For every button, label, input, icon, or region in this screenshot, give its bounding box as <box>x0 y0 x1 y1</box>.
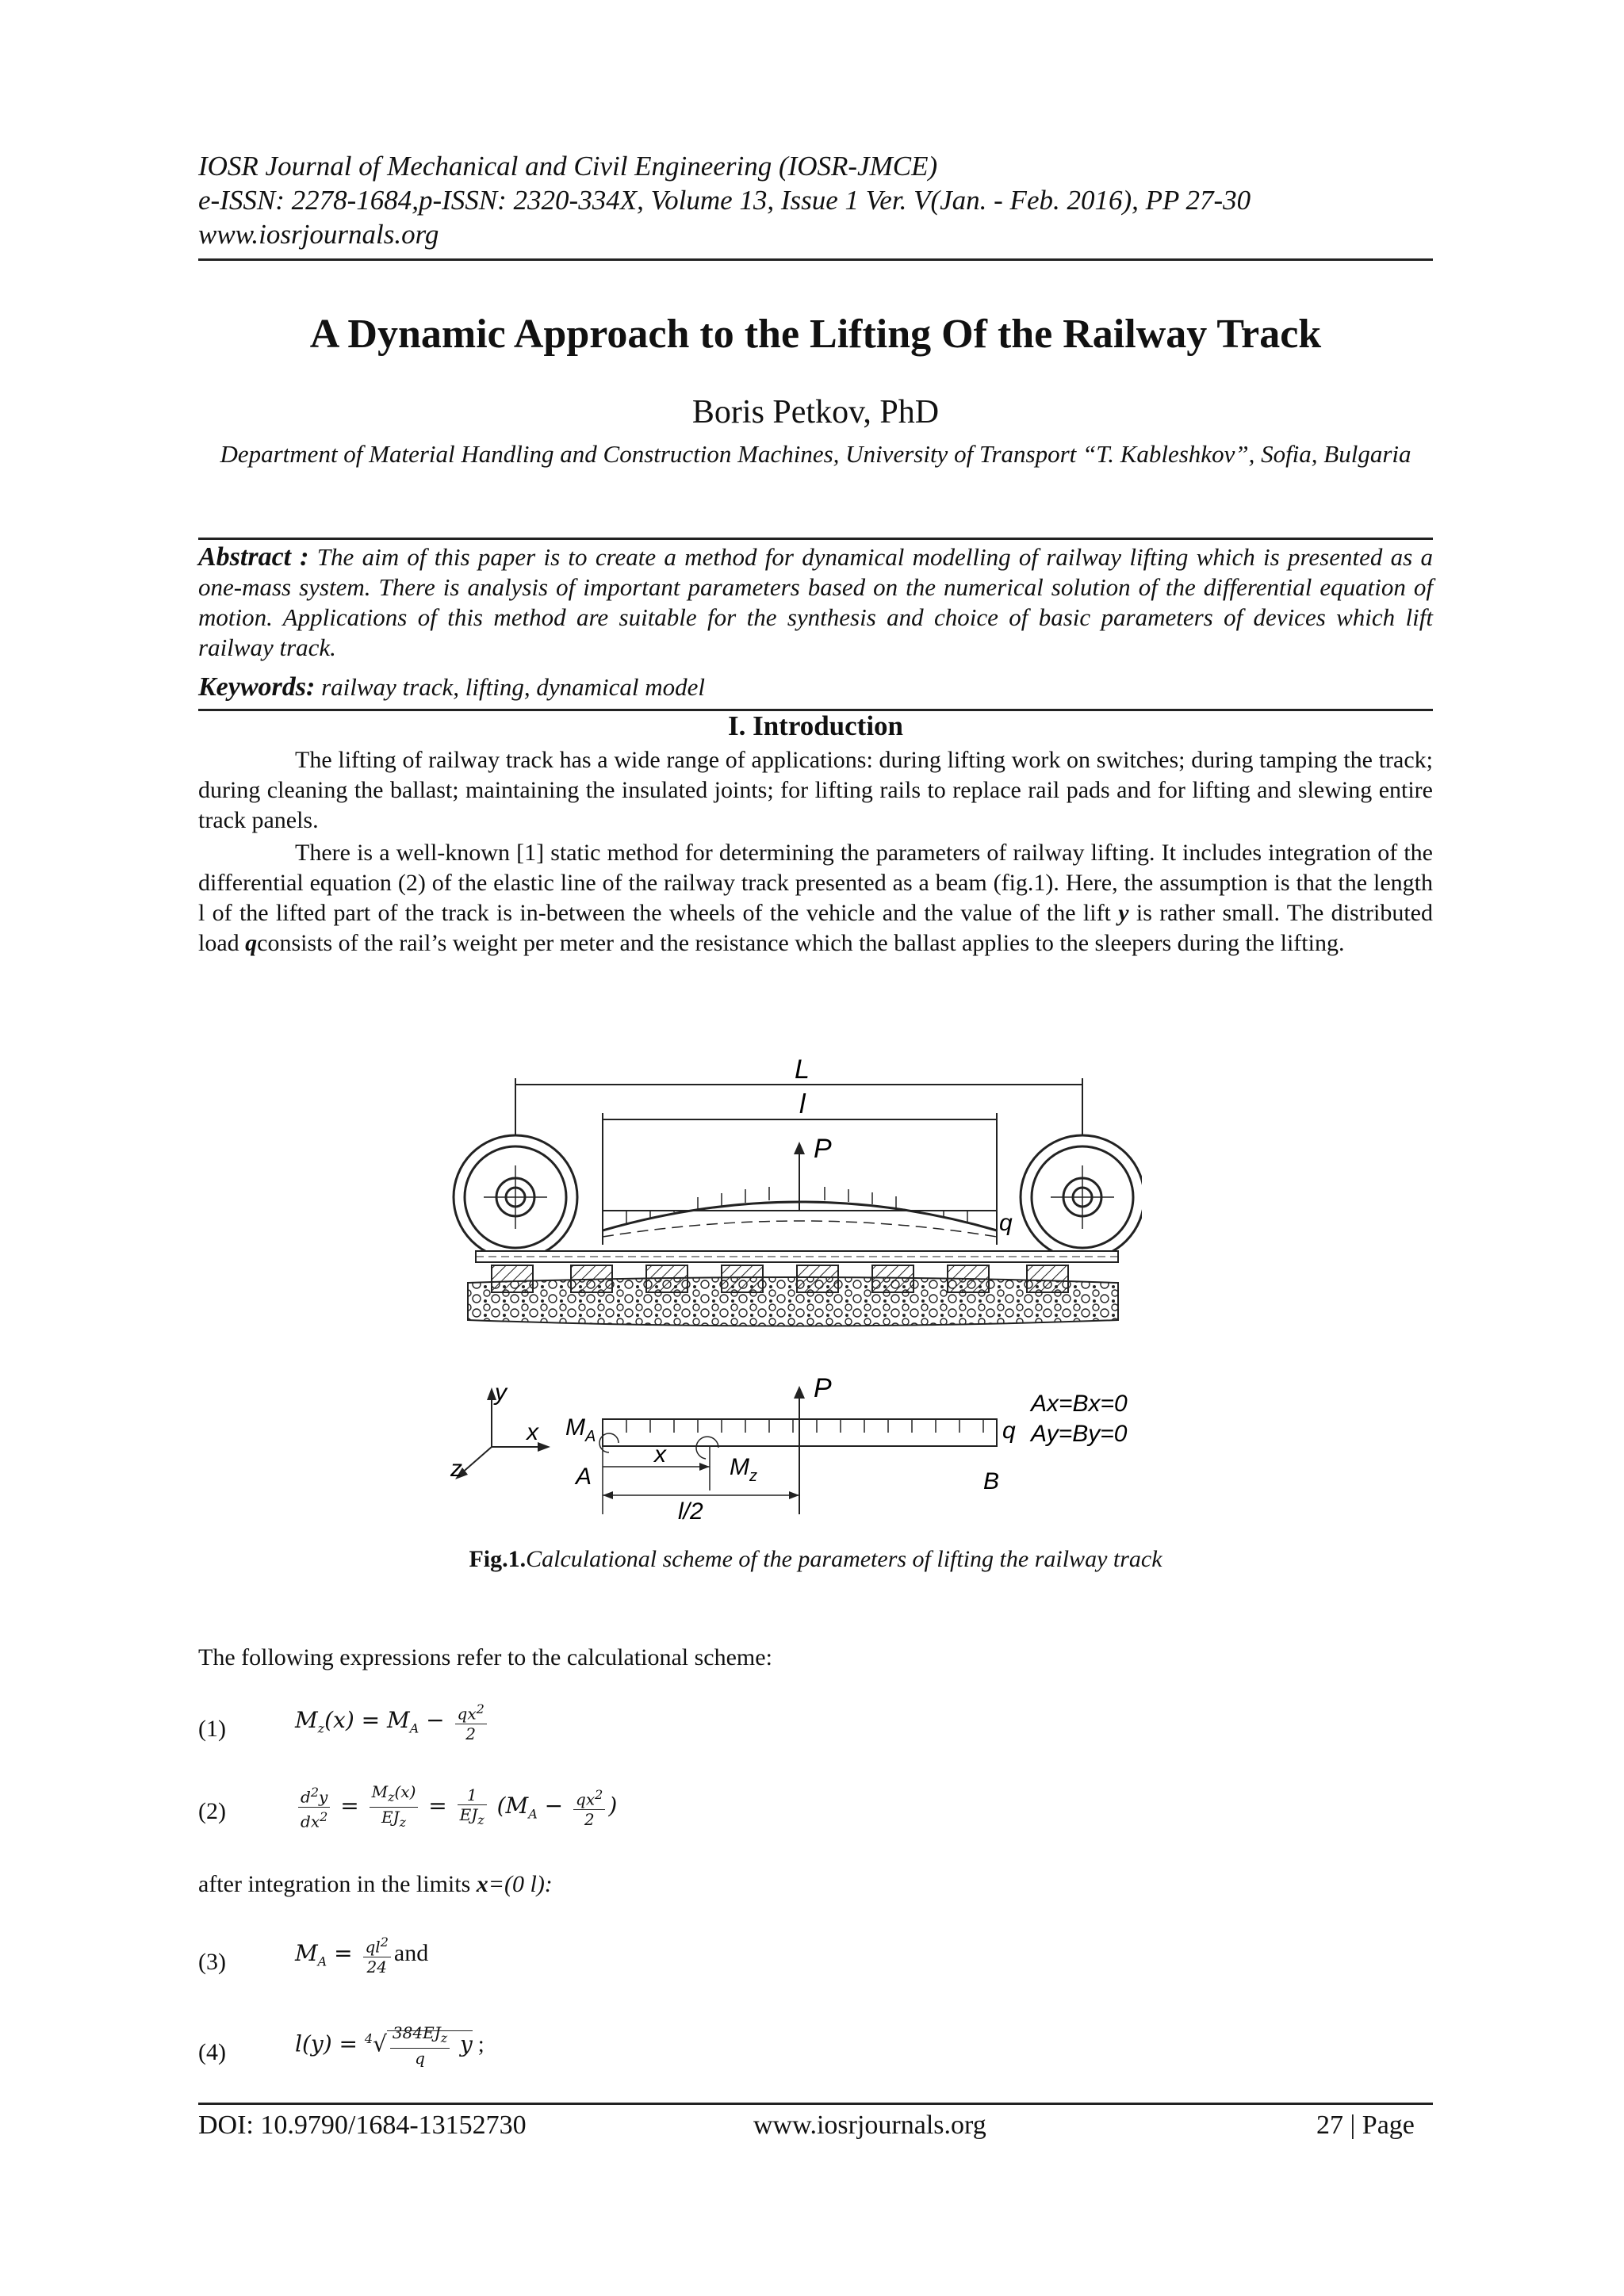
keywords-text: railway track, lifting, dynamical model <box>321 673 705 701</box>
footer-doi: DOI: 10.9790/1684-13152730 <box>198 2110 527 2140</box>
support-eq-y: Ay=By=0 <box>1031 1421 1128 1447</box>
label-B: B <box>983 1468 1000 1494</box>
footer-site[interactable]: www.iosrjournals.org <box>753 2110 986 2140</box>
abstract-label: Abstract : <box>198 542 309 572</box>
figure-caption: Fig.1.Calculational scheme of the parameters of lifting the railway track <box>469 1546 1162 1572</box>
paper-affiliation: Department of Material Handling and Construction Machines, University of Transport “T. Kableshkov”, Sofia, Bulgaria <box>220 440 1411 468</box>
paper-title: A Dynamic Approach to the Lifting Of the Railway Track <box>309 312 1322 357</box>
axis-x-label: x <box>527 1419 538 1445</box>
footer-page: 27 | Page <box>1316 2110 1415 2140</box>
integration-note: after integration in the limits x=(0 l): <box>198 1871 553 1897</box>
label-P2: P <box>814 1373 832 1403</box>
ballast <box>468 1277 1118 1326</box>
eq-4-number: (4) <box>198 2039 226 2065</box>
intro-paragraph-1: The lifting of railway track has a wide range of applications: during lifting work on switches; during tamping the track; during cleaning the ballast; maintaining the insulated joints; for lifting rails to replace rail pads and for lifting and slewing entire track panels. <box>198 747 1433 833</box>
label-q2: q <box>1002 1418 1016 1444</box>
equation-1: $M_z(x) = M_A$ − $\frac{qx^2}{2}$ <box>295 1700 490 1743</box>
paper-author: Boris Petkov, PhD <box>691 394 940 430</box>
header-rule <box>198 258 1433 261</box>
label-A: A <box>576 1464 592 1490</box>
eq-1-number: (1) <box>198 1716 226 1742</box>
label-Mz: $M_z$ <box>730 1454 757 1485</box>
journal-name: IOSR Journal of Mechanical and Civil Engineering (IOSR-JMCE) <box>198 151 938 182</box>
right-wheel-icon <box>1021 1135 1142 1259</box>
equation-3: $M_A$ = $\frac{ql^2}{24}$ and <box>295 1934 429 1976</box>
section-heading: I. Introduction <box>727 710 904 741</box>
footer-rule <box>198 2103 1433 2105</box>
axis-z-label: z <box>450 1456 462 1482</box>
axis-y-label: y <box>495 1380 507 1406</box>
label-MA: $M_A$ <box>565 1414 596 1445</box>
keywords <box>198 672 1433 702</box>
label-L: L <box>795 1054 810 1085</box>
equation-2: $\frac{d^2y}{dx^2}$ = $\frac{M_z(x)}{EJ_z}$ = $\frac{1}{EJ_z}$ ($M_A$ − $\frac{qx^2}{2}$ ) <box>295 1782 617 1832</box>
left-wheel-icon <box>454 1135 577 1259</box>
journal-issn: e-ISSN: 2278-1684,p-ISSN: 2320-334X, Volume 13, Issue 1 Ver. V(Jan. - Feb. 2016), PP 27-30 <box>198 185 1251 216</box>
journal-header <box>198 149 1435 251</box>
abstract-text: The aim of this paper is to create a method for dynamical modelling of railway lifting which is presented as a one-mass system. There is analysis of important parameters based on the numerical solution of the differential equation of motion. Applications of this method are suitable for the synthesis and choice of basic parameters of devices which lift railway track. <box>198 543 1434 661</box>
label-P: P <box>814 1134 832 1164</box>
equations-intro: The following expressions refer to the calculational scheme: <box>198 1644 772 1670</box>
label-l-half: l/2 <box>678 1498 703 1522</box>
eq-3-number: (3) <box>198 1949 226 1975</box>
abstract-top-rule <box>198 538 1433 540</box>
figure-1-diagram <box>444 1047 1142 1522</box>
journal-url[interactable]: www.iosrjournals.org <box>198 219 439 250</box>
label-x: x <box>654 1441 666 1468</box>
abstract <box>198 542 1433 663</box>
intro-paragraph-2: There is a well-known [1] static method for determining the parameters of railway lifting. It includes integration of the differential equation (2) of the elastic line of the railway track presented as a beam (fig.1). Here, the assumption is that the length l of the lifted part of the track is in-between the wheels of the vehicle and the value of the lift y is rather small. The distributed load qconsists of the rail’s weight per meter and the resistance which the ballast applies to the sleepers during the lifting. <box>198 840 1433 956</box>
label-l: l <box>799 1089 806 1119</box>
keywords-label: Keywords: <box>198 672 316 702</box>
label-q: q <box>999 1210 1013 1236</box>
equation-4: l(y) = $^4$√ $\frac{384EJ_z}{q}$ y ; <box>295 2023 485 2068</box>
eq-2-number: (2) <box>198 1798 226 1824</box>
support-eq-x: Ax=Bx=0 <box>1031 1391 1128 1417</box>
